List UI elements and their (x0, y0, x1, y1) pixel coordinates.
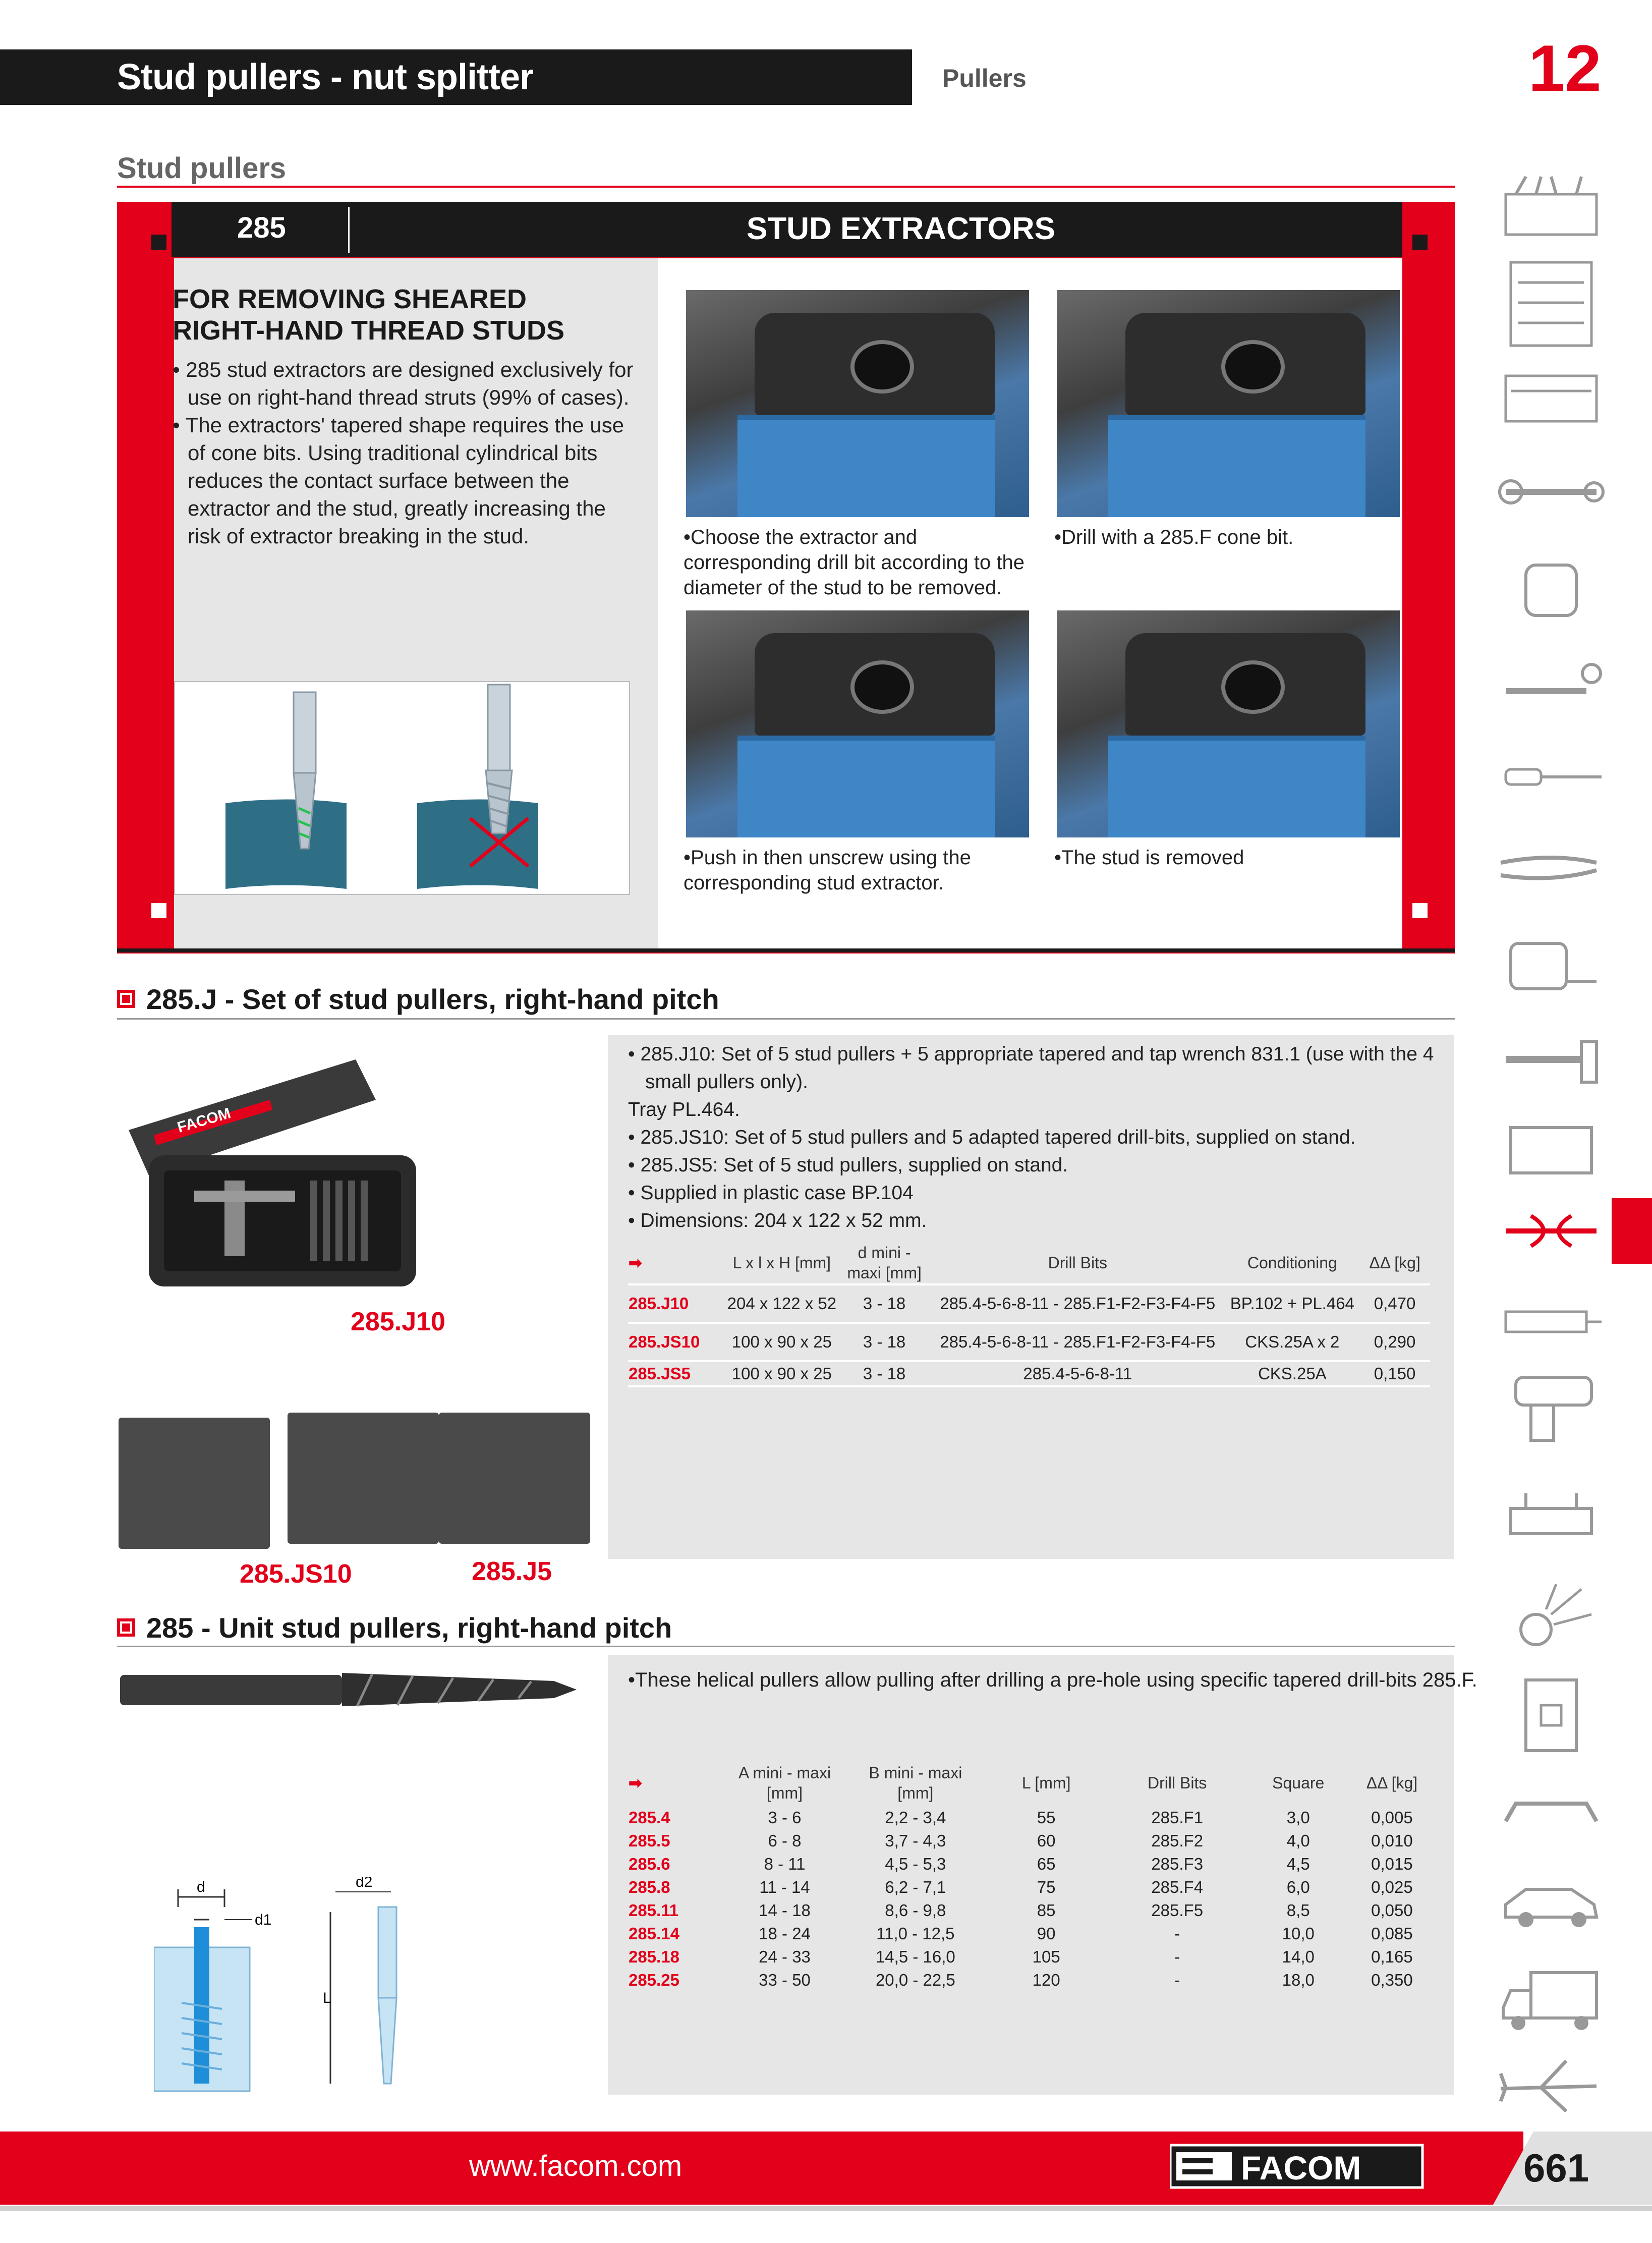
airplane-icon[interactable] (1496, 2058, 1607, 2114)
block-corner-right (1402, 898, 1455, 954)
safety-icon[interactable] (1496, 1579, 1607, 1655)
table-row: 285.JS10 100 x 90 x 25 3 - 18 285.4-5-6-8-11 - 285.F1-F2-F3-F4-F5 CKS.25A x 2 0,290 (628, 1323, 1430, 1361)
step-caption: • Choose the extractor and corresponding drill bit according to the diameter of the stud to be removed. (683, 525, 1037, 600)
multimeter-icon[interactable] (1496, 1307, 1607, 1337)
section-rule (117, 186, 1455, 188)
screwdriver-icon[interactable] (1496, 762, 1607, 792)
table-row: 285.4 3 - 6 2,2 - 3,4 55 285.F1 3,0 0,005 (629, 1808, 1413, 1827)
circuit-breaker-icon[interactable] (1496, 1675, 1607, 1756)
step-caption: • The stud is removed (1054, 845, 1407, 870)
category-label: Pullers (942, 64, 1027, 92)
table-row: 285.5 6 - 8 3,7 - 4,3 60 285.F2 4,0 0,010 (629, 1831, 1413, 1850)
section-title: Stud pullers (117, 152, 287, 185)
wrench-icon[interactable] (1496, 474, 1607, 510)
table-row: 285.8 11 - 14 6,2 - 7,1 75 285.F4 6,0 0,025 (629, 1878, 1413, 1896)
ratchet-icon[interactable] (1496, 661, 1607, 711)
unit-extractor-image (120, 1666, 584, 1714)
case-brand: FACOM (175, 1105, 233, 1136)
step-caption: • Push in then unscrew using the corresponding stud extractor. (683, 845, 1037, 895)
unit-section-rule (117, 1646, 1455, 1647)
bullet-item: • The extractors' tapered shape requires the use of cone bits. Using traditional cylindrical bits reduces the contact surface between the extractor and the stud, greatly increasing the risk of extractor breaking in the stud. (173, 411, 637, 550)
step-caption: • Drill with a 285.F cone bit. (1054, 525, 1407, 550)
chapter-number: 12 (1528, 31, 1602, 105)
footer-line (0, 2206, 1652, 2211)
block-bottom-line (117, 948, 1455, 952)
set-spec-table (628, 1242, 1430, 1387)
dim-d: d (197, 1879, 205, 1895)
dim-d1: d1 (255, 1912, 272, 1928)
table-row: 285.JS5 100 x 90 x 25 3 - 18 285.4-5-6-8-11 CKS.25A 0,150 (628, 1361, 1430, 1386)
step-photo-3 (686, 610, 1029, 837)
tape-measure-icon[interactable] (1496, 938, 1607, 994)
table-row: 285.6 8 - 11 4,5 - 5,3 65 285.F3 4,5 0,015 (629, 1855, 1413, 1873)
table-header-row: ➡ A mini - maxi [mm] B mini - maxi [mm] L [mm] Drill Bits Square ΔΔ [kg] (629, 1764, 1418, 1802)
stand-image (439, 1413, 590, 1544)
vise-icon[interactable] (1496, 1488, 1607, 1544)
stand-label: 285.JS10 (240, 1559, 352, 1589)
facom-ref-icon: ➡ (629, 1774, 642, 1792)
hacksaw-icon[interactable] (1496, 1117, 1607, 1183)
unit-section-title: 285 - Unit stud pullers, right-hand pitch (146, 1612, 672, 1644)
title-separator (348, 207, 350, 253)
table-row: 285.11 14 - 18 8,6 - 9,8 85 285.F5 8,5 0,050 (629, 1901, 1413, 1920)
step-photo-1 (686, 290, 1029, 517)
table-row: 285.14 18 - 24 11,0 - 12,5 90 - 10,0 0,085 (629, 1924, 1413, 1943)
corner-square (151, 903, 166, 918)
pliers-icon[interactable] (1496, 848, 1607, 888)
dim-d2: d2 (356, 1877, 373, 1890)
car-icon[interactable] (1496, 1877, 1607, 1932)
handle-icon[interactable] (1496, 1793, 1607, 1829)
dimension-diagram (154, 1877, 457, 2094)
active-tab-marker (1612, 1198, 1652, 1264)
block-bullets (173, 356, 637, 550)
set-section-title: 285.J - Set of stud pullers, right-hand pitch (146, 983, 719, 1015)
stand-label: 285.J5 (472, 1557, 552, 1586)
bullet-item: • 285 stud extractors are designed exclusively for use on right-hand thread struts (99% of cases). (173, 356, 637, 411)
tool-cabinet-icon[interactable] (1496, 257, 1607, 353)
truck-icon[interactable] (1496, 1968, 1607, 2033)
footer-url[interactable]: www.facom.com (469, 2150, 682, 2182)
facom-ref-icon: ➡ (629, 1254, 642, 1272)
set-description: • 285.J10: Set of 5 stud pullers + 5 appropriate tapered and tap wrench 831.1 (use with the 4 small pullers only). Tray PL.464. • 285.JS10: Set of 5 stud pullers and 5 adapted tapered drill-bits, supplied on stand. • 285.JS5: Set of 5 stud pullers, supplied on stand. • Supplied in plastic case BP.104 • Dimensions: 204 x 122 x 52 mm. (628, 1043, 1434, 1231)
dim-L: L (323, 1990, 331, 2006)
socket-icon[interactable] (1496, 555, 1607, 621)
case-label: 285.J10 (351, 1307, 445, 1336)
corner-square (151, 235, 166, 250)
extractor-diagram (174, 681, 630, 895)
logo-text: FACOM (1241, 2149, 1361, 2186)
page-number: 661 (1523, 2146, 1589, 2190)
page-title: Stud pullers - nut splitter (117, 57, 534, 97)
corner-square (1412, 235, 1428, 250)
weight-icon: ΔΔ (1369, 1254, 1390, 1272)
facom-logo (1170, 2141, 1433, 2192)
step-photo-2 (1057, 290, 1400, 517)
toolbox-icon[interactable] (1496, 174, 1607, 240)
unit-spec-table (628, 1760, 1430, 1992)
weight-icon: ΔΔ (1366, 1774, 1387, 1792)
product-name: STUD EXTRACTORS (747, 211, 1056, 246)
corner-square (1412, 903, 1428, 918)
product-code: 285 (237, 211, 286, 244)
table-row: 285.J10 204 x 122 x 52 3 - 18 285.4-5-6-8-11 - 285.F1-F2-F3-F4-F5 BP.102 + PL.464 0,470 (628, 1284, 1430, 1323)
stand-image (119, 1418, 270, 1549)
table-header-row: ➡ L x l x H [mm] d mini - maxi [mm] Drill Bits Conditioning ΔΔ [kg] (628, 1242, 1430, 1284)
hammer-icon[interactable] (1496, 1039, 1607, 1085)
set-section-rule (117, 1018, 1455, 1020)
case-image (119, 1039, 431, 1297)
puller-icon[interactable] (1496, 1206, 1607, 1256)
unit-description: • These helical pullers allow pulling after drilling a pre-hole using specific tapered drill-bits 285.F. (628, 1669, 1477, 1692)
block-heading: FOR REMOVING SHEARED RIGHT-HAND THREAD STUDS (173, 284, 564, 346)
stand-image (288, 1413, 439, 1544)
subsection-marker (117, 1618, 135, 1637)
subsection-marker (117, 990, 135, 1008)
drawer-icon[interactable] (1496, 371, 1607, 426)
table-row: 285.25 33 - 50 20,0 - 22,5 120 - 18,0 0,350 (629, 1971, 1413, 1989)
table-row: 285.18 24 - 33 14,5 - 16,0 105 - 14,0 0,165 (629, 1947, 1413, 1966)
impact-wrench-icon[interactable] (1496, 1372, 1607, 1443)
step-photo-4 (1057, 610, 1400, 837)
